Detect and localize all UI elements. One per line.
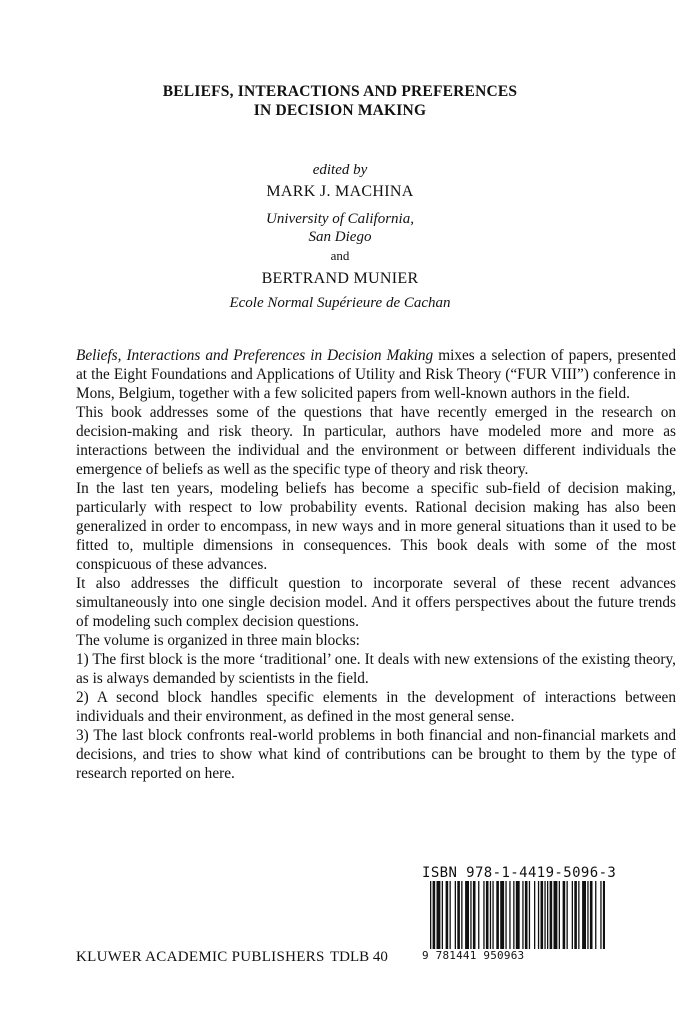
editor-1-affiliation-line-1: University of California, — [266, 211, 414, 227]
isbn-label: ISBN 978-1-4419-5096-3 — [422, 865, 617, 881]
editor-1-affiliation-line-2: San Diego — [308, 229, 372, 245]
description-paragraph-5: The volume is organized in three main blocks: — [76, 632, 360, 649]
description-paragraph-4: It also addresses the difficult question to incorporate several of these recent advances simultaneously into one single decision model. And it offers perspectives about the future trends of modeling such complex decision questions. — [76, 575, 676, 630]
description-text — [76, 346, 676, 783]
book-title-italic: Beliefs, Interactions and Preferences in Decision Making — [76, 347, 434, 364]
description-paragraph-3: In the last ten years, modeling beliefs has become a specific sub-field of decision making, particularly with respect to low probability events. Rational decision making has also been generalized in order to encompass, in new ways and in more general situations than it used to be fitted to, multiple dimensions in consequences. This book deals with some of the most conspicuous of these advances. — [76, 480, 676, 573]
series-code: TDLB 40 — [330, 949, 388, 965]
editor-1-name: MARK J. MACHINA — [266, 183, 414, 200]
editor-2-affiliation: Ecole Normal Supérieure de Cachan — [229, 295, 451, 311]
description-paragraph-1-rest: mixes a selection of papers, presented at the Eight Foundations and Applications of Utility and Risk Theory (“FUR VIII”) conference in Mons, Belgium, together with a few solicited papers from well-known authors in the field. — [76, 347, 676, 402]
edited-by-label: edited by — [312, 162, 368, 178]
publisher-name: KLUWER ACADEMIC PUBLISHERS — [76, 949, 325, 965]
description-paragraph-7: 2) A second block handles specific elements in the development of interactions between individuals and their environment, as defined in the most general sense. — [76, 689, 676, 725]
description-paragraph-6: 1) The first block is the more ‘traditional’ one. It deals with new extensions of the existing theory, as is always demanded by scientists in the field. — [76, 651, 676, 687]
description-paragraph-1 — [76, 346, 676, 403]
title-line-1: BELIEFS, INTERACTIONS AND PREFERENCES — [162, 83, 518, 100]
title-line-2: IN DECISION MAKING — [253, 102, 427, 119]
editor-1-affiliation — [0, 210, 680, 246]
description-paragraph-2: This book addresses some of the questions that have recently emerged in the research on decision-making and risk theory. In particular, authors have modeled more and more as interactions between the individual and the environment or between different individuals the emergence of beliefs as well as the specific type of theory and risk theory. — [76, 404, 676, 478]
book-title — [0, 82, 680, 120]
barcode-number: 9 781441 950963 — [422, 949, 525, 962]
and-separator: and — [330, 248, 350, 263]
description-paragraph-8: 3) The last block confronts real-world problems in both financial and non-financial markets and decisions, and tries to show what kind of contributions can be brought to them by the type of research reported on here. — [76, 727, 676, 782]
editor-2-name: BERTRAND MUNIER — [261, 270, 419, 287]
barcode — [430, 881, 605, 949]
